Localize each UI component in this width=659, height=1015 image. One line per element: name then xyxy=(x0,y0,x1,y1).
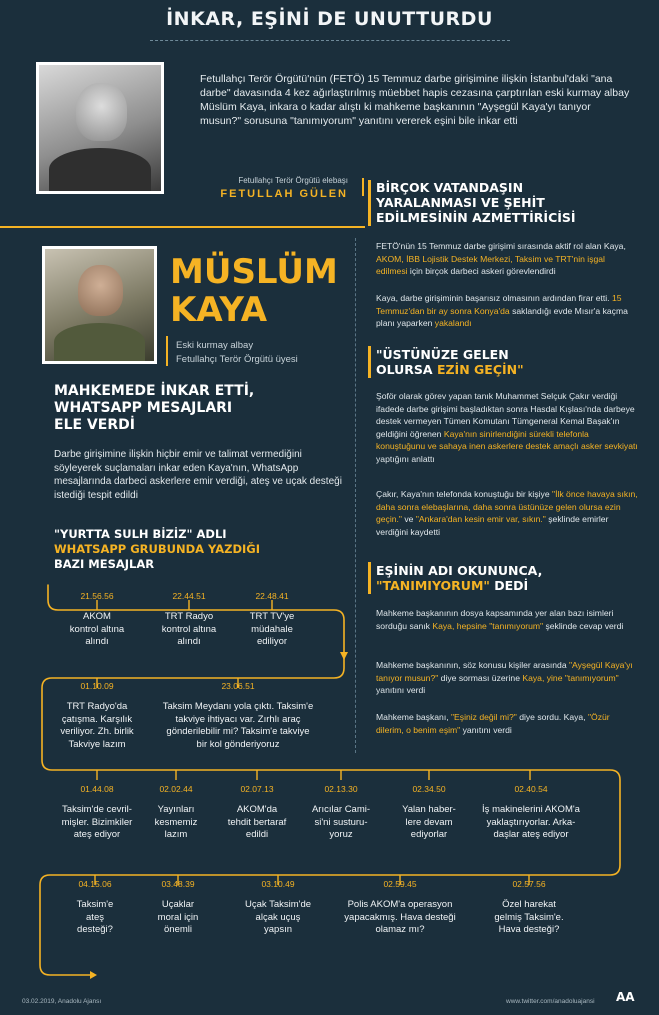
event-time: 01.44.08 xyxy=(80,784,114,794)
event-time: 02.13.30 xyxy=(324,784,358,794)
s3-p3-e: yanıtını verdi xyxy=(460,724,512,735)
s3-p3-c: diye sordu. Kaya, xyxy=(516,712,588,722)
s1-bar xyxy=(368,180,371,226)
s3-p2-d: Kaya, yine "tanımıyorum" xyxy=(522,672,619,683)
kaya-name-line1: MÜSLÜM xyxy=(170,252,338,292)
event-line: ateş ediyor xyxy=(73,829,121,840)
event-line: TRT Radyo'da xyxy=(66,701,128,712)
left-heading-line1: MAHKEMEDE İNKAR ETTİ, xyxy=(54,383,255,399)
s2-p2-d: "Ankara'dan kesin emir var, sıkın." xyxy=(415,514,546,524)
event-line: AKOM xyxy=(83,611,111,622)
event-time: 02.02.44 xyxy=(159,784,193,794)
intro-text: Fetullahçı Terör Örgütü'nün (FETÖ) 15 Temmuz darbe girişimine ilişkin İstanbul'daki "ana darbe" davasında 4 kez ağırlaştırılmış müebbet hapis cezasına çarptırılan eski kurmay albay Müslüm Kaya, inkara o kadar alıştı ki mahkeme başkanının "Ayşegül Kaya'yı tanıyor musun?" sorusuna "tanımıyorum" yanıtını vererek eşini bile inkar etti xyxy=(200,73,630,127)
s1-p1-a: FETÖ'nün 15 Temmuz darbe girişimi sırasında aktif rol alan Kaya, xyxy=(376,241,626,251)
s1-heading-line3: EDİLMESİNİN AZMETTİRİCİSİ xyxy=(376,210,576,225)
s1-p2-d: yakalandı xyxy=(434,318,472,328)
timeline-event xyxy=(60,879,130,937)
event-line: kontrol altına xyxy=(161,623,217,635)
s3-paragraph2 xyxy=(376,659,638,697)
s2-heading-line2 xyxy=(376,362,636,377)
page-title: İNKAR, EŞİNİ DE UNUTTURDU xyxy=(166,8,493,30)
event-line: gönderilebilir mi? Taksim'e takviye xyxy=(166,726,310,737)
event-time: 22.48.41 xyxy=(255,591,289,601)
s3-heading xyxy=(376,563,636,593)
s3-p2-a: Mahkeme başkanının, söz konusu kişiler arasında xyxy=(376,660,569,670)
event-line: TRT Radyo xyxy=(164,611,214,622)
gulen-shoulders-shape xyxy=(49,148,151,191)
s3-heading-line2a: "TANIMIYORUM" xyxy=(376,578,490,593)
s1-p1-c: için birçok darbeci askeri görevlendirdi xyxy=(407,266,556,276)
event-line: Polis AKOM'a operasyon xyxy=(347,899,453,910)
event-line: Taksim Meydanı yola çıktı. Taksim'e xyxy=(162,701,314,712)
whatsapp-heading xyxy=(54,527,354,572)
event-line: Özel harekat xyxy=(502,899,556,910)
left-heading-line2: WHATSAPP MESAJLARI xyxy=(54,400,233,416)
event-line: si'ni susturu- xyxy=(314,816,368,828)
s3-p3-b: "Eşiniz değil mi?" xyxy=(451,712,517,722)
s2-heading-line2a: OLURSA xyxy=(376,362,437,377)
timeline-event xyxy=(472,784,590,842)
s1-heading-line1: BİRÇOK VATANDAŞIN xyxy=(376,180,524,195)
event-time: 01.10.09 xyxy=(80,681,114,691)
s2-p1-c: yaptığını anlattı xyxy=(376,453,435,464)
column-divider xyxy=(355,238,356,753)
s3-p2-c: diye sorması üzerine xyxy=(438,672,523,683)
s3-p1-c: şeklinde cevap verdi xyxy=(543,620,624,631)
event-line: çatışma. Karşılık xyxy=(61,713,133,725)
gulen-name: FETULLAH GÜLEN xyxy=(220,188,348,200)
event-line: kesmemiz xyxy=(154,816,198,828)
event-line: mişler. Bizimkiler xyxy=(61,816,133,828)
kaya-photo xyxy=(42,246,157,364)
s2-p1-a: Şoför olarak görev yapan tanık Muhammet Selçuk Çakır verdiği ifadede darbe girişimi başladıktan sonra Hasdal Kışlası'nda darbeye destek vermeyen Tümen Komutanı Tümgeneral Kemal Başak'ın geldiğini öğrenen xyxy=(376,391,635,439)
event-time: 22.44.51 xyxy=(172,591,206,601)
kaya-sub-rule xyxy=(166,336,168,366)
event-line: alındı xyxy=(85,636,109,647)
s3-paragraph1 xyxy=(376,607,638,632)
s2-p2-c: ve xyxy=(401,514,416,524)
event-line: yoruz xyxy=(329,829,353,840)
event-line: yaklaştırıyorlar. Arka- xyxy=(486,816,576,828)
event-time: 02.57.56 xyxy=(512,879,546,889)
event-line: İş makinelerini AKOM'a xyxy=(482,804,580,815)
whatsapp-heading-line2: WHATSAPP GRUBUNDA YAZDIĞI xyxy=(54,542,261,556)
timeline-event xyxy=(143,681,333,751)
event-line: Arıcılar Cami- xyxy=(311,804,371,815)
s1-p1-b: AKOM, İBB Lojistik Destek Merkezi, Taksim ve TRT'nin işgal edilmesi xyxy=(376,253,605,276)
event-line: Uçak Taksim'de xyxy=(244,899,312,910)
s2-bar xyxy=(368,346,371,378)
event-time: 21.56.56 xyxy=(80,591,114,601)
footer-date: 03.02.2019, Anadolu Ajansı xyxy=(22,998,102,1005)
s3-heading-line1: EŞİNİN ADI OKUNUNCA, xyxy=(376,563,543,578)
s2-p2-a: Çakır, Kaya'nın telefonda konuştuğu bir kişiye xyxy=(376,489,553,499)
gulen-photo xyxy=(36,62,164,194)
event-line: Hava desteği? xyxy=(498,924,560,935)
event-line: takviye ihtiyacı var. Zırhlı araç xyxy=(175,713,301,725)
event-line: gelmiş Taksim'e. xyxy=(494,911,564,923)
event-line: Taksim'e xyxy=(76,899,114,910)
event-line: edildi xyxy=(245,829,269,840)
event-line: tehdit bertaraf xyxy=(227,816,287,828)
s2-p1-b: Kaya'nın sinirlendiğini sürekli telefonla konuştuğunu ve sahaya inen askerlere destek amaçlı asker sevkiyatı xyxy=(376,428,638,451)
s2-heading-line1: "ÜSTÜNÜZE GELEN xyxy=(376,347,509,362)
s3-p3-a: Mahkeme başkanı, xyxy=(376,712,451,722)
event-line: Yayınları xyxy=(157,804,195,815)
timeline-event xyxy=(230,879,326,937)
event-line: Taksim'de cevril- xyxy=(62,804,132,815)
s1-p2-a: Kaya, darbe girişiminin başarısız olmasının ardından firar etti. xyxy=(376,293,612,303)
event-line: veriliyor. Zh. birlik xyxy=(60,726,134,737)
timeline-event xyxy=(57,591,137,649)
s3-p3-d: "Özür dilerim, o benim eşim" xyxy=(376,712,610,735)
timeline-event xyxy=(299,784,383,842)
event-line: yapsın xyxy=(264,924,292,935)
event-line: önemli xyxy=(164,924,192,935)
event-time: 23.06.51 xyxy=(221,681,255,691)
s3-paragraph3 xyxy=(376,711,638,736)
timeline-event xyxy=(52,784,142,842)
kaya-subtitle xyxy=(176,339,298,367)
aa-logo: AA xyxy=(616,990,635,1004)
right-connector-line xyxy=(362,178,364,196)
event-line: alındı xyxy=(177,636,201,647)
s2-p2-e: şeklinde emirler verdiğini kaydetti xyxy=(376,514,609,537)
timeline-event xyxy=(143,879,213,937)
s1-p2-c: saklandığı evde Mısır'a kaçma planı yaparken xyxy=(376,305,628,328)
event-line: TRT TV'ye xyxy=(249,611,295,622)
s1-p2-b: 15 Temmuz'dan bir ay sonra Konya'da xyxy=(376,293,622,316)
s2-paragraph2 xyxy=(376,488,638,538)
s1-heading-line2: YARALANMASI VE ŞEHİT xyxy=(376,195,545,210)
kaya-name xyxy=(170,253,338,329)
event-line: olamaz mı? xyxy=(375,924,425,935)
s1-paragraph2 xyxy=(376,292,638,330)
timeline-event xyxy=(335,879,465,937)
event-time: 03.48.39 xyxy=(161,879,195,889)
s3-heading-line2b: DEDİ xyxy=(489,578,529,593)
s3-heading-line2 xyxy=(376,578,636,593)
timeline-event xyxy=(47,681,147,751)
title-divider xyxy=(150,40,510,41)
left-heading-line3: ELE VERDİ xyxy=(54,417,135,433)
gulen-caption: Fetullahçı Terör Örgütü elebaşı xyxy=(238,176,348,185)
s3-p2-b: "Ayşegül Kaya'yı tanıyor musun?" xyxy=(376,660,633,683)
s2-p2-b: "İlk önce havaya sıkın, daha sonra elebaşlarına, daha sonra üstünüze gelen olursa ezin geçin." xyxy=(376,489,638,524)
timeline-event xyxy=(387,784,471,842)
event-time: 02.59.45 xyxy=(383,879,417,889)
kaya-sub-line2: Fetullahçı Terör Örgütü üyesi xyxy=(176,354,298,365)
event-line: yapacakmış. Hava desteği xyxy=(344,911,456,923)
s2-paragraph1 xyxy=(376,390,638,465)
s2-heading xyxy=(376,347,636,377)
timeline-event xyxy=(479,879,579,937)
footer-site: www.twitter.com/anadoluajansi xyxy=(506,998,595,1005)
gulen-face-shape xyxy=(76,83,127,141)
timeline-event xyxy=(149,591,229,649)
s1-heading xyxy=(376,180,636,225)
event-line: Uçaklar xyxy=(161,899,195,910)
whatsapp-heading-line3: BAZI MESAJLAR xyxy=(54,557,155,571)
event-time: 03.10.49 xyxy=(261,879,295,889)
event-line: moral için xyxy=(157,911,199,923)
event-line: Takviye lazım xyxy=(68,738,126,750)
event-time: 02.40.54 xyxy=(514,784,548,794)
event-line: ediliyor xyxy=(256,636,288,647)
kaya-name-line2: KAYA xyxy=(170,290,268,330)
event-line: ateş xyxy=(86,911,104,923)
event-line: ediyorlar xyxy=(410,829,448,840)
whatsapp-heading-line1: "YURTTA SULH BİZİZ" ADLI xyxy=(54,527,227,541)
section-divider-line xyxy=(0,226,365,228)
s3-bar xyxy=(368,562,371,594)
event-line: AKOM'da xyxy=(236,804,278,815)
kaya-face-shape xyxy=(78,265,124,317)
kaya-sub-line1: Eski kurmay albay xyxy=(176,340,254,351)
s3-p1-a: Mahkeme başkanının dosya kapsamında yer alan bazı isimleri sorduğu sanık xyxy=(376,608,614,631)
event-line: Yalan haber- xyxy=(402,804,456,815)
s3-p1-b: Kaya, hepsine "tanımıyorum" xyxy=(432,620,544,631)
left-heading xyxy=(54,383,344,434)
kaya-shoulders-shape xyxy=(54,323,146,361)
s1-paragraph1 xyxy=(376,240,638,278)
timeline-event xyxy=(215,784,299,842)
event-line: lazım xyxy=(164,829,188,840)
event-line: kontrol altına xyxy=(69,623,125,635)
s3-p2-e: yanıtını verdi xyxy=(376,685,426,695)
event-time: 02.34.50 xyxy=(412,784,446,794)
event-time: 04.15.06 xyxy=(78,879,112,889)
event-line: bir kol gönderiyoruz xyxy=(196,738,280,750)
event-time: 02.07.13 xyxy=(240,784,274,794)
left-paragraph: Darbe girişimine ilişkin hiçbir emir ve talimat vermediğini söyleyerek suçlamaları inkar eden Kaya'nın, WhatsApp mesajlarında darbeci askerlere emir verdiği, ateş ve uçak desteği istediği tespit edildi xyxy=(54,449,342,501)
timeline-event xyxy=(232,591,312,649)
event-line: desteği? xyxy=(77,924,113,935)
event-line: daşlar ateş ediyor xyxy=(493,829,569,840)
timeline-event xyxy=(141,784,211,842)
s2-heading-line2b: EZİN GEÇİN" xyxy=(436,362,524,377)
event-line: müdahale xyxy=(251,623,293,635)
event-line: lere devam xyxy=(405,816,453,828)
event-line: alçak uçuş xyxy=(255,911,301,923)
